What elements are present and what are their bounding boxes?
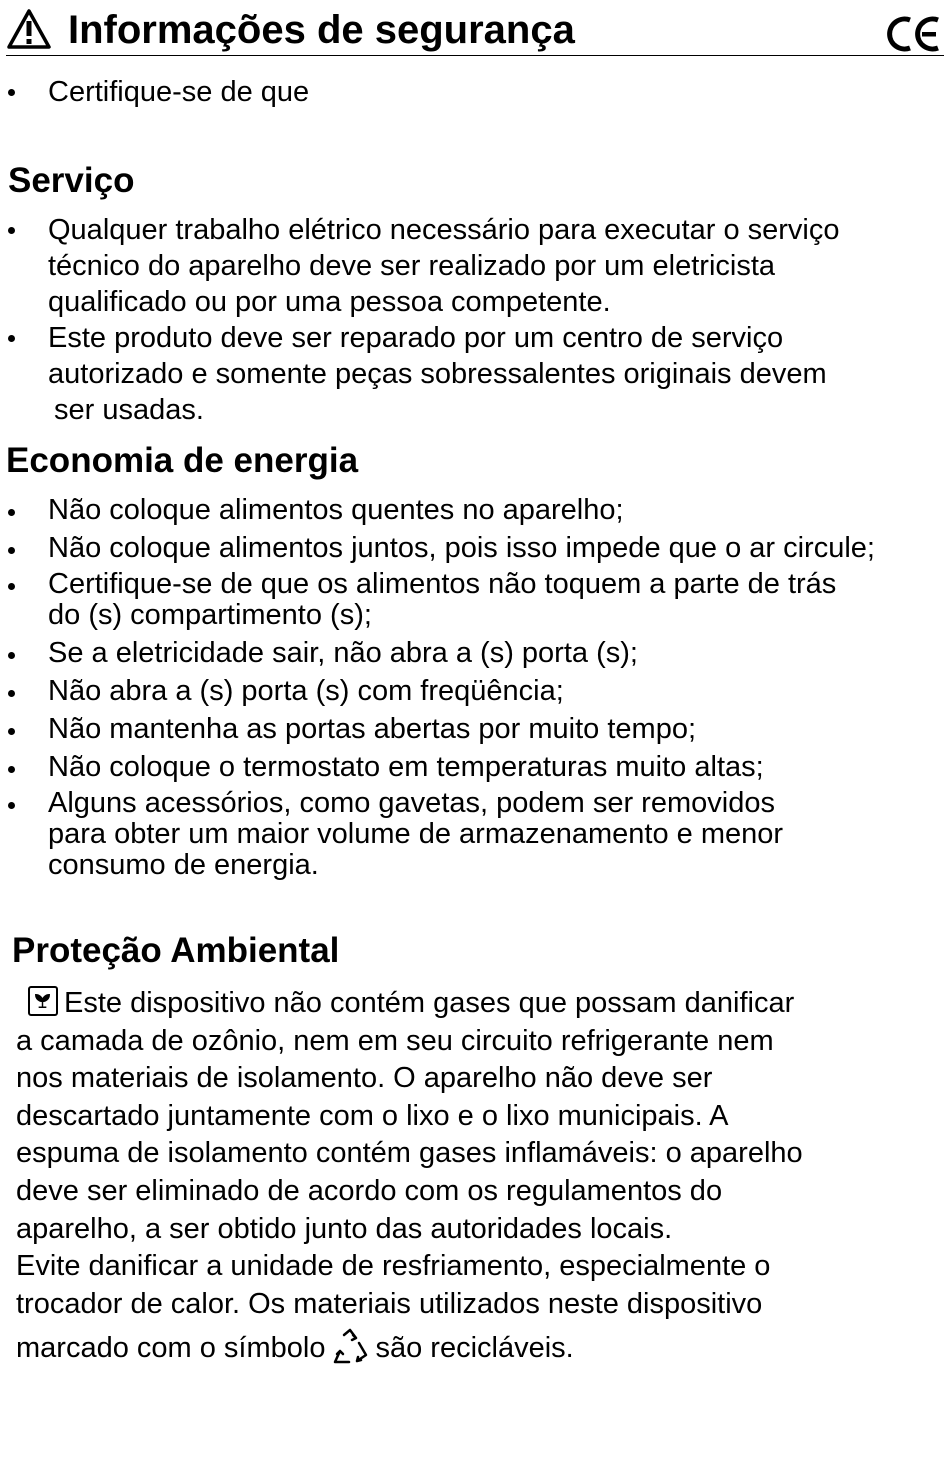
- service-list: [0, 212, 839, 428]
- list-item: Não coloque alimentos juntos, pois isso impede que o ar circule;: [0, 532, 875, 565]
- energy-heading: Economia de energia: [6, 441, 359, 480]
- list-item: Alguns acessórios, como gavetas, podem ser removidos para obter um maior volume de armazenamento e menor consumo de energia.: [0, 787, 875, 882]
- list-item: Este produto deve ser reparado por um centro de serviço autorizado e somente peças sobressalentes originais devem ser usadas.: [0, 320, 839, 428]
- list-item: Se a eletricidade sair, não abra a (s) porta (s);: [0, 637, 875, 670]
- recycle-icon: [329, 1327, 371, 1367]
- page-title: Informações de segurança: [68, 8, 575, 52]
- list-item: Certifique-se de que os alimentos não toquem a parte de trás do (s) compartimento (s);: [0, 568, 875, 632]
- list-item: Certifique-se de que: [0, 74, 309, 110]
- environment-heading: Proteção Ambiental: [12, 931, 340, 970]
- page-header: [0, 0, 950, 62]
- service-heading: Serviço: [8, 161, 135, 200]
- list-item: Não coloque o termostato em temperaturas muito altas;: [0, 751, 875, 784]
- list-item: Não mantenha as portas abertas por muito tempo;: [0, 713, 875, 746]
- header-divider: [6, 55, 944, 56]
- intro-list: [0, 74, 309, 110]
- environment-text: Este dispositivo não contém gases que possam danificar a camada de ozônio, nem em seu circuito refrigerante nem nos materiais de isolamento. O aparelho não deve ser descartado juntamente com o lixo e o lixo municipais. A espuma de isolamento contém gases inflamáveis: o aparelho deve ser eliminado de acordo com os regulamentos do aparelho, a ser obtido junto das autoridades locais. Evite danificar a unidade de resfriamento, especialmente o trocador de calor. Os materiais utilizados neste dispositivo marcado com o símbolo são recicláveis.: [16, 985, 946, 1368]
- list-item: Não abra a (s) porta (s) com freqüência;: [0, 675, 875, 708]
- ozone-safe-icon: [28, 986, 58, 1016]
- warning-triangle-icon: [6, 8, 52, 50]
- energy-list: [0, 494, 875, 887]
- ce-mark-icon: [886, 14, 944, 54]
- list-item: Qualquer trabalho elétrico necessário para executar o serviço técnico do aparelho deve ser realizado por um eletricista qualificado ou por uma pessoa competente.: [0, 212, 839, 320]
- list-item: Não coloque alimentos quentes no aparelho;: [0, 494, 875, 527]
